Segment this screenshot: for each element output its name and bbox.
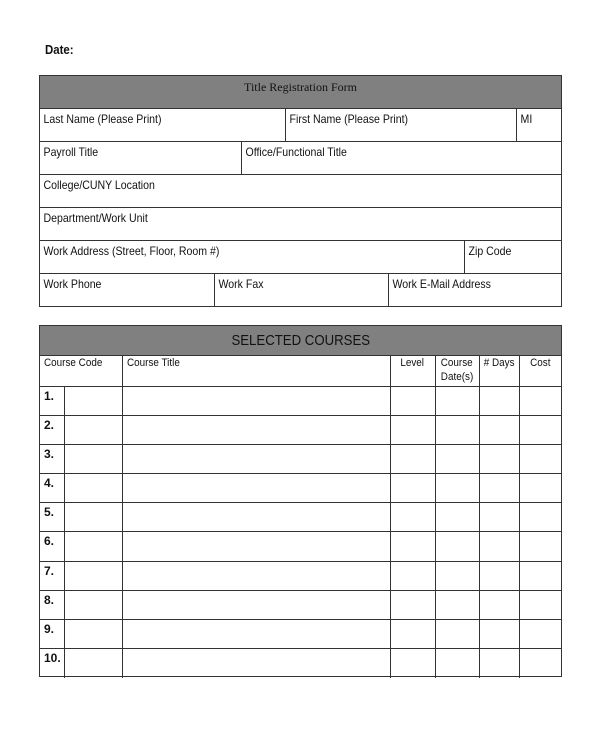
course-code-header: Course Code <box>40 356 122 386</box>
course-title-header: Course Title <box>122 356 390 386</box>
work-phone-label: Work Phone <box>43 277 102 291</box>
location-row <box>40 175 561 208</box>
course-title-cell[interactable] <box>122 590 390 619</box>
cost-cell[interactable] <box>519 386 561 415</box>
course-dates-cell[interactable] <box>435 386 479 415</box>
days-header: # Days <box>479 356 519 386</box>
course-dates-cell[interactable] <box>435 503 479 532</box>
course-title-cell[interactable] <box>122 620 390 649</box>
course-code-cell[interactable] <box>64 503 122 532</box>
course-dates-cell[interactable] <box>435 532 479 561</box>
level-cell[interactable] <box>390 474 435 503</box>
row-number: 2. <box>40 415 64 444</box>
work-phone-field[interactable] <box>40 274 214 306</box>
row-number: 10. <box>40 649 64 678</box>
row-number: 7. <box>40 561 64 590</box>
days-cell[interactable] <box>479 620 519 649</box>
level-header: Level <box>390 356 435 386</box>
course-row <box>40 503 561 532</box>
course-rows <box>40 386 561 678</box>
work-email-field[interactable] <box>388 274 561 306</box>
course-dates-header: Course Date(s) <box>435 356 479 386</box>
cost-cell[interactable] <box>519 590 561 619</box>
department-row <box>40 208 561 241</box>
days-cell[interactable] <box>479 561 519 590</box>
work-email-label: Work E-Mail Address <box>392 277 491 291</box>
course-row <box>40 620 561 649</box>
level-cell[interactable] <box>390 532 435 561</box>
work-fax-label: Work Fax <box>218 277 264 291</box>
row-number: 6. <box>40 532 64 561</box>
course-code-cell[interactable] <box>64 444 122 473</box>
days-cell[interactable] <box>479 415 519 444</box>
courses-title <box>40 326 561 356</box>
work-fax-field[interactable] <box>214 274 388 306</box>
course-dates-cell[interactable] <box>435 474 479 503</box>
course-dates-cell[interactable] <box>435 444 479 473</box>
level-cell[interactable] <box>390 649 435 678</box>
course-title-cell[interactable] <box>122 561 390 590</box>
row-number: 9. <box>40 620 64 649</box>
course-code-cell[interactable] <box>64 590 122 619</box>
course-code-cell[interactable] <box>64 649 122 678</box>
course-title-cell[interactable] <box>122 415 390 444</box>
work-address-field[interactable] <box>40 241 464 273</box>
course-dates-cell[interactable] <box>435 415 479 444</box>
payroll-title-label: Payroll Title <box>43 145 99 159</box>
level-cell[interactable] <box>390 590 435 619</box>
department-field[interactable] <box>40 208 561 240</box>
last-name-field[interactable] <box>40 109 285 141</box>
cost-cell[interactable] <box>519 620 561 649</box>
days-cell[interactable] <box>479 649 519 678</box>
level-cell[interactable] <box>390 503 435 532</box>
course-dates-cell[interactable] <box>435 620 479 649</box>
college-location-field[interactable] <box>40 175 561 207</box>
payroll-title-field[interactable] <box>40 142 241 174</box>
cost-cell[interactable] <box>519 561 561 590</box>
row-number: 5. <box>40 503 64 532</box>
course-dates-cell[interactable] <box>435 590 479 619</box>
cost-header: Cost <box>519 356 561 386</box>
days-cell[interactable] <box>479 590 519 619</box>
mi-label: MI <box>520 112 533 126</box>
level-cell[interactable] <box>390 386 435 415</box>
cost-cell[interactable] <box>519 474 561 503</box>
college-location-label: College/CUNY Location <box>43 178 155 192</box>
row-number: 4. <box>40 474 64 503</box>
contact-row <box>40 274 561 306</box>
first-name-label: First Name (Please Print) <box>289 112 409 126</box>
course-row <box>40 474 561 503</box>
office-title-field[interactable] <box>241 142 561 174</box>
course-code-cell[interactable] <box>64 620 122 649</box>
course-code-cell[interactable] <box>64 386 122 415</box>
course-code-cell[interactable] <box>64 474 122 503</box>
row-number: 8. <box>40 590 64 619</box>
address-row <box>40 241 561 274</box>
department-label: Department/Work Unit <box>43 211 148 225</box>
name-row <box>40 109 561 142</box>
course-title-cell[interactable] <box>122 503 390 532</box>
course-title-cell[interactable] <box>122 444 390 473</box>
cost-cell[interactable] <box>519 503 561 532</box>
course-title-cell[interactable] <box>122 386 390 415</box>
form-title: Title Registration Form <box>40 76 561 109</box>
course-row <box>40 590 561 619</box>
course-dates-cell[interactable] <box>435 649 479 678</box>
course-row <box>40 561 561 590</box>
days-cell[interactable] <box>479 386 519 415</box>
level-cell[interactable] <box>390 444 435 473</box>
course-row <box>40 386 561 415</box>
work-address-label: Work Address (Street, Floor, Room #) <box>43 244 220 258</box>
mi-field[interactable] <box>516 109 562 141</box>
selected-courses-form <box>39 325 562 677</box>
course-title-cell[interactable] <box>122 474 390 503</box>
date-label: Date: <box>45 42 74 57</box>
course-dates-cell[interactable] <box>435 561 479 590</box>
course-row <box>40 415 561 444</box>
days-cell[interactable] <box>479 474 519 503</box>
cost-cell[interactable] <box>519 415 561 444</box>
zip-code-field[interactable] <box>464 241 561 273</box>
office-title-label: Office/Functional Title <box>245 145 347 159</box>
cost-cell[interactable] <box>519 649 561 678</box>
course-title-cell[interactable] <box>122 532 390 561</box>
level-cell[interactable] <box>390 620 435 649</box>
level-cell[interactable] <box>390 561 435 590</box>
last-name-label: Last Name (Please Print) <box>43 112 162 126</box>
days-cell[interactable] <box>479 444 519 473</box>
course-code-cell[interactable] <box>64 532 122 561</box>
title-row <box>40 142 561 175</box>
course-code-cell[interactable] <box>64 415 122 444</box>
course-row <box>40 444 561 473</box>
first-name-field[interactable] <box>285 109 555 141</box>
days-cell[interactable] <box>479 503 519 532</box>
course-row <box>40 532 561 561</box>
cost-cell[interactable] <box>519 444 561 473</box>
row-number: 1. <box>40 386 64 415</box>
row-number: 3. <box>40 444 64 473</box>
courses-title-text: SELECTED COURSES <box>231 332 370 349</box>
zip-code-label: Zip Code <box>468 244 512 258</box>
courses-table <box>40 356 561 678</box>
course-code-cell[interactable] <box>64 561 122 590</box>
courses-header-row <box>40 356 561 386</box>
level-cell[interactable] <box>390 415 435 444</box>
cost-cell[interactable] <box>519 532 561 561</box>
title-registration-form <box>39 75 562 307</box>
course-title-cell[interactable] <box>122 649 390 678</box>
course-row <box>40 649 561 678</box>
days-cell[interactable] <box>479 532 519 561</box>
